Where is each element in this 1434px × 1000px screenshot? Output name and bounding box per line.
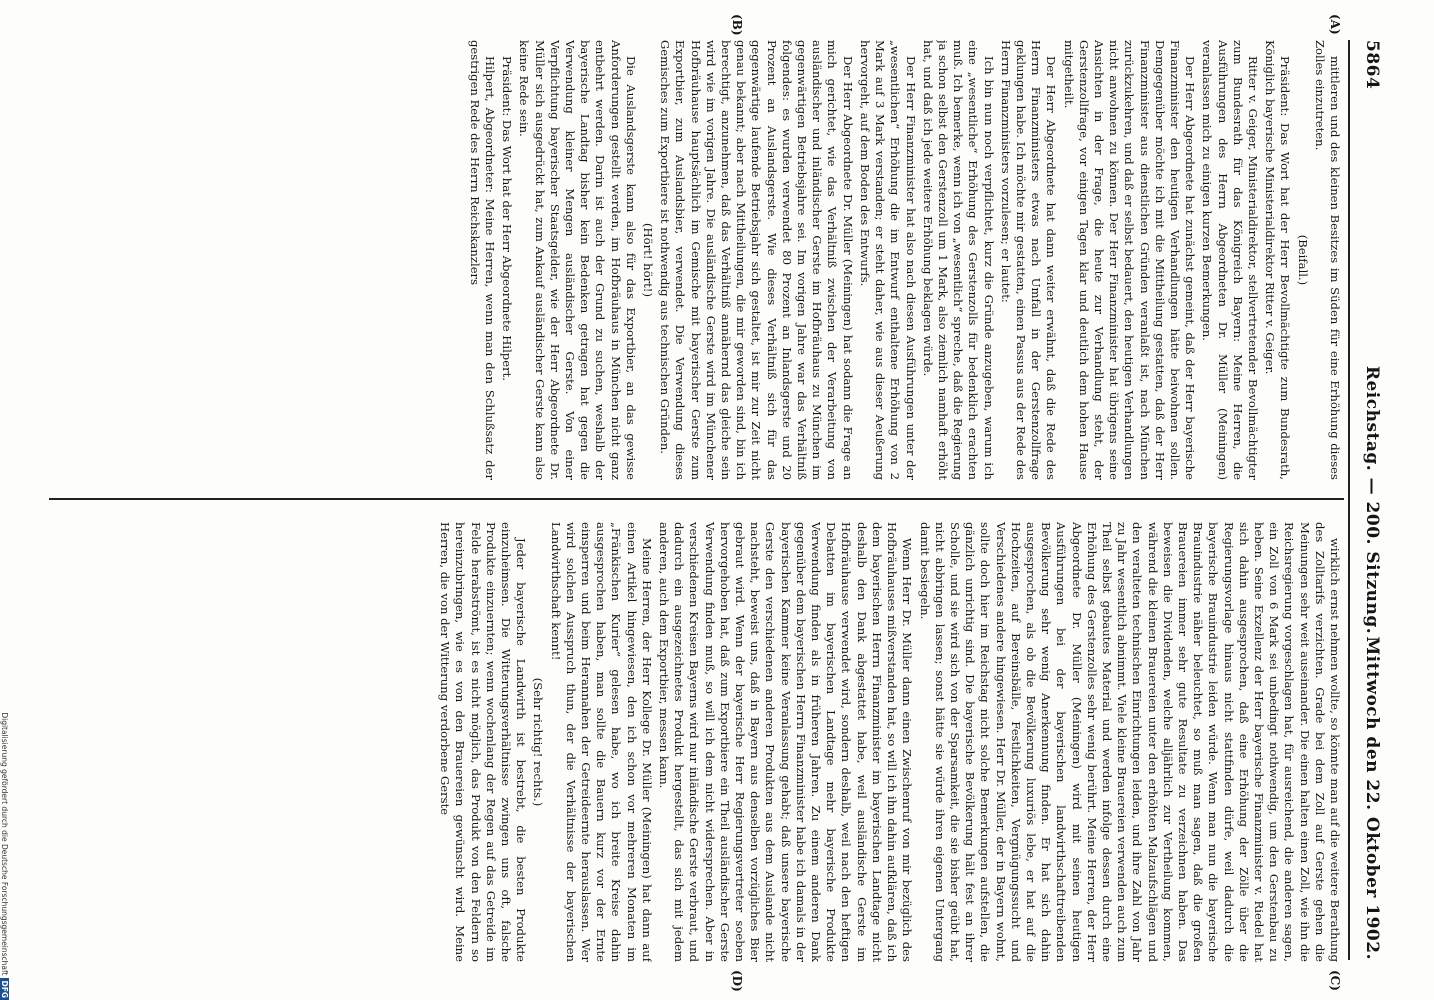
session-date: Mittwoch den 22. Oktober 1902.: [1362, 636, 1382, 960]
paragraph: Der Herr Abgeordnete hat dann weiter erwähnt, daß die Rede des Herrn Finanzministers etwas nach Umfall in der Gerstenzollfrage geklungen habe. Ich möchte mir gestatten, einen Passus aus der Rede des Herrn Finanzministers vorzulesen; er lautet:: [998, 40, 1059, 480]
paragraph: Der Herr Abgeordnete hat zunächst gemeint, daß der Herr bayerische Finanzminister den heutigen Verhandlungen hätte beiwohnen sollen. Demgegenüber möchte ich mit die Mittheilung gestatten, daß der Herr Finanzminister aus dienstlichen Gründen veranlaßt ist, nach München zurückzukehren, und daß er selbst bedauert, den heutigen Verhandlungen nicht anwohnen zu können. Der Herr Finanzminister hat übrigens seine Ansichten in der Frage, die heute zur Verhandlung steht, der Gerstenzollfrage, vor einigen Tagen klar und deutlich dem hohen Hause mitgetheilt.: [1061, 40, 1198, 480]
paragraph: Präsident: Das Wort hat der Herr Bevollmächtigte zum Bundesrath, Königlich bayerische Ministerialdirektor Ritter v. Geiger.: [1263, 40, 1293, 480]
right-column: [52, 522, 1342, 962]
margin-marker-b: (B): [730, 14, 744, 36]
credit-text: Digitalisierung gefördert durch die Deutsche Forschungsgemeinschaft: [0, 712, 9, 976]
paragraph: Meine Herren, der Herr Kollege Dr. Müller (Meiningen) hat dann auf einen Artikel hingewiesen, den ich schon vor mehreren Monaten im „Fränkischen Kurier“ gelesen habe, wo ich breite Kreise dahin ausgesprochen haben, man sollte die Bauern kurz vor der Ernte einsperren und beim Herannahen der Getreideernte herauslassen. Wer wird solchen Ausspruch thun, der die Verhältnisse der bayerischen Landwirthschaft kennt!: [548, 522, 654, 962]
page-header: [1346, 40, 1382, 960]
header-rule: [1348, 40, 1350, 960]
paragraph: Präsident: Das Wort hat der Herr Abgeordnete Hilpert.: [500, 56, 515, 381]
paragraph: Die Auslandsgerste kann also für das Exportbier, an das gewisse Anforderungen gestellt werden, im Hofbräuhaus in München nicht ganz entbehrt werden. Darin ist auch der Grund zu suchen, weshalb der bayerische Landtag bisher kein Bedenken getragen hat gegen die Verwendung kleiner Mengen ausländischer Gerste. Von einer Verpflichtung bayerischer Staatsgelder, wie der Herr Abgeordnete Dr. Müller sich ausgedrückt hat, zum Ankauf ausländischer Gerste kann also keine Rede sein.: [517, 40, 638, 480]
margin-marker-d: (D): [730, 970, 744, 992]
dfg-logo: DFG: [0, 980, 9, 998]
interjection: (Hört! hört!): [641, 223, 656, 297]
margin-marker-c: (C): [1328, 970, 1342, 991]
page-title: Reichstag. — 200. Sitzung.: [1362, 365, 1382, 635]
left-column: [52, 40, 1342, 480]
paragraph: Wenn Herr Dr. Müller dann einen Zwischenruf von mir bezüglich des Hofbräuhauses mißverstanden hat, so will ich ihn dahin aufklären, daß ich dem bayerischen Herrn Finanzminister im bayerischen Landtage nicht deshalb den Dank abgestattet habe, weil ausländische Gerste im Hofbräuhause verwendet wird, sondern deshalb, weil nach den heftigen Debatten im bayerischen Landtage mehr bayerische Produkte Verwendung finden als in früheren Jahren. Zu einem anderen Dank gegenüber dem bayerischen Herrn Finanzminister habe ich damals in der bayerischen Kammer keine Veranlassung gehabt; daß unsere bayerische Gerste den verschiedenen anderen Produkten aus dem Auslande nicht nachsteht, beweist uns, daß in Bayern aus denselben vorzügliches Bier gebraut wird. Wenn der bayerische Herr Regierungsvertreter soeben hervorgehoben hat, daß zum Exportbiere ein Theil ausländischer Gerste Verwendung finden muß, so will ich dem nicht widersprechen. Aber in verschiedenen Kreisen Bayerns wird nur inländische Gerste verbraut, und dadurch ein ausgezeichnetes Produkt hergestellt, das sich mit jedem anderen, auch dem Exportbier, messen kann.: [657, 522, 915, 962]
interjection: (Sehr richtig! rechts.): [531, 677, 546, 807]
page-number: 5864: [1362, 40, 1382, 90]
paragraph: Der Herr Abgeordnete Dr. Müller (Meiningen) hat sodann die Frage an mich gerichtet, wie das Verhältniß zwischen der Verarbeitung von ausländischer und inländischer Gerste im Hofbräuhaus zu München im gegenwärtigen Betriebsjahre sei. Im vorigen Jahre war das Verhältniß folgendes: es wurden verwendet 80 Prozent an Inlandsgerste und 20 Prozent an Auslandsgerste. Wie dieses Verhältniß sich für das gegenwärtige laufende Betriebsjahr sich gestaltet, ist mir zur Zeit nicht genau bekannt; aber nach Mittheilungen, die mir geworden sind, bin ich berechtigt, anzunehmen, daß das Verhältniß annähernd das gleiche sein wird wie im vorigen Jahre. Die ausländische Gerste wird im Münchener Hofbräuhause hauptsächlich im Gemische mit bayerischer Gerste zum Exportbier, zum Auslandsbier, verwendet. Die Verwendung dieses Gemisches zum Exportbiere ist nothwendig aus technischen Gründen.: [658, 40, 855, 480]
paragraph: wirklich ernst nehmen wollte, so könnte man auf die weitere Berathung des Zolltarifs verzichten. Grade bei dem Zoll auf Gerste gehen die Meinungen sehr weit auseinander. Die einen halten einen Zoll, wie ihn die Reichsregierung vorgeschlagen hat, für ausreichend, die anderen sagen, ein Zoll von 6 Mark sei unbedingt nothwendig, um den Gerstenbau zu heben. Seine Exzellenz der Herr bayerische Finanzminister v. Riedel hat sich dahin ausgesprochen, daß eine Erhöhung der Zölle über die Regierungsvorlage hinaus nicht stattfinden dürfe, weil dadurch die bayerische Brauindustrie leiden würde. Wenn man nun die bayerische Brauindustrie näher beleuchtet, so muß man sagen, daß die großen Brauereien immer sehr gute Resultate zu verzeichnen haben. Das beweisen die Dividenden, welche alljährlich zur Vertheilung kommen, während die kleinen Brauereien unter den erhöhten Malzaufschlägen und den veralteten technischen Einrichtungen leiden, und ihre Zahl von Jahr zu Jahr wesentlich abnimmt. Viele kleine Brauereien verwenden auch zum Theil selbst gebautes Material und werden infolge dessen durch eine Erhöhung des Gerstenzolles sehr wenig berührt. Meine Herren, der Herr Abgeordnete Dr. Müller (Meiningen) wird mit seinen heutigen Ausführungen bei der bayerischen landwirthschafttreibenden Bevölkerung sehr wenig Anerkennung finden. Er hat sich dahin ausgesprochen, als ob die Bevölkerung luxuriös lebe, er hat auf die Hochzeiten, auf Bereinsbälle, Festlichkeiten, Vergnügungssucht und Verschiedenes andere hingewiesen. Herr Dr. Müller, der in Bayern wohnt, sollte doch hier im Reichstag nicht solche Bemerkungen aufstellen, die gänzlich unrichtig sind. Die bayerische Bevölkerung hält fest an ihrer Scholle, und sie wird sich von der Sparsamkeit, die sie bisher geübt hat, nicht abbringen lassen; sonst hätte sie würde ihren eigenen Untergang damit besiegeln.: [917, 522, 1342, 962]
paragraph: Hilpert, Abgeordneter: Meine Herren, wenn man den Schlußsatz der gestrigen Rede des Herrn Reichskanzlers: [467, 40, 498, 480]
digitization-credit: [0, 0, 9, 1000]
column-divider: [49, 498, 1344, 500]
paragraph: mittleren und des kleinen Besitzes im Süden für eine Erhöhung dieses Zolles einzutreten.: [1312, 40, 1342, 480]
quotation: Ich bin nun noch verpflichtet, kurz die Gründe anzugeben, warum ich eine „wesentliche“ Erhöhung des Gerstenzolls für bedenklich erachten muß. Ich bemerke, wenn ich von „wesentlich“ spreche, daß die Regierung ja schon selbst den Gerstenzoll um 1 Mark, also ziemlich namhaft erhöht hat, und daß ich jede weitere Erhöhung beklagen würde.: [920, 40, 996, 480]
paragraph: Der Herr Finanzminister hat also nach diesen Ausführungen unter der „wesentlichen“ Erhöhung die im Entwurf enthaltene Erhöhung von 2 Mark auf 3 Mark verstanden; er steht daher, wie aus dieser Aeußerung hervorgeht, auf dem Boden des Entwurfs.: [857, 40, 918, 480]
interjection: (Beifall.): [1295, 234, 1310, 286]
paragraph: Jeder bayerische Landwirth ist bestrebt, die besten Produkte einzuheimsen. Die Witterungsverhältnisse zwingen uns oft, falsche Produkte einzuernten; wenn wochenlang der Regen auf das Getreide im Felde herabströmt, ist es nicht möglich, das Produkt von den Feldern so hereinzubringen, wie es von den Brauereien gewünscht wird. Meine Herren, die von der Witterung verdorbene Gerste: [438, 522, 529, 962]
margin-marker-a: (A): [1328, 14, 1342, 35]
paragraph: Ritter v. Geiger, Ministerialdirektor, stellvertretender Bevollmächtigter zum Bundesrath für das Königreich Bayern: Meine Herren, die Ausführungen des Herrn Abgeordneten Dr. Müller (Meiningen) veranlassen mich zu einigen kurzen Bemerkungen.: [1200, 40, 1260, 480]
